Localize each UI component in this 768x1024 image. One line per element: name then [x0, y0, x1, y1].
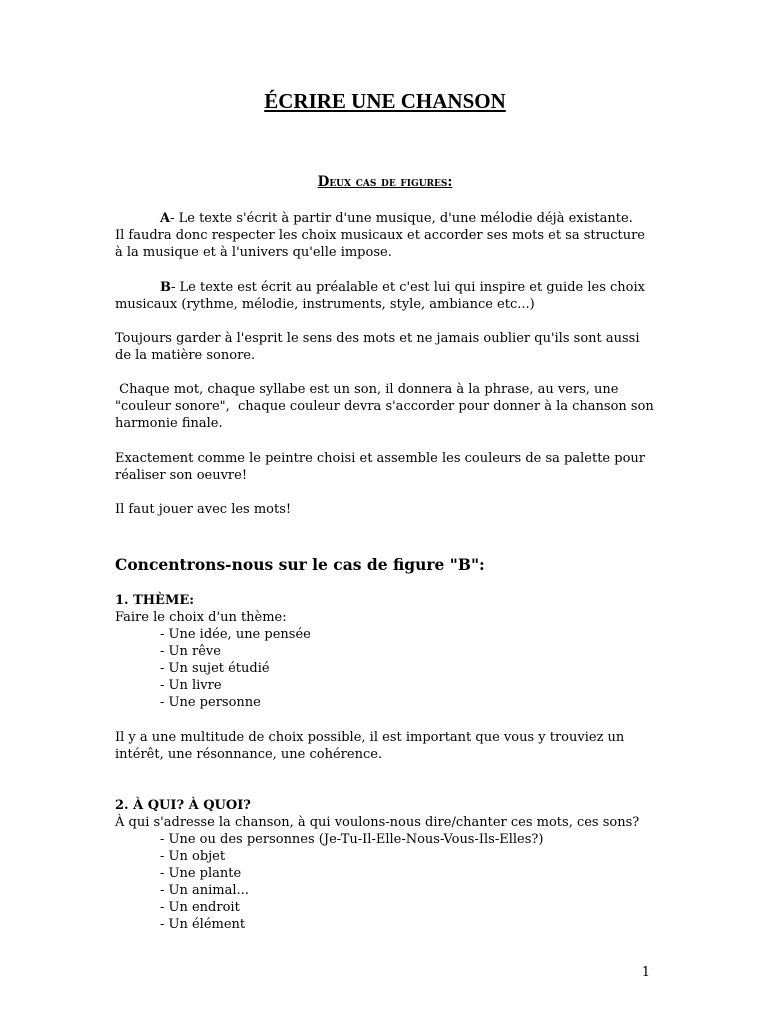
list-item: - Une ou des personnes (Je-Tu-Il-Elle-Nous-Vous-Ils-Elles?) [160, 831, 655, 848]
list-item: - Un élément [160, 916, 655, 933]
case-a-line1: - Le texte s'écrit à partir d'une musique, d'une mélodie déjà existante. [170, 211, 633, 226]
list-item: - Une plante [160, 865, 655, 882]
case-a-label: A [160, 211, 171, 226]
paragraph-2-text: Chaque mot, chaque syllabe est un son, il donnera à la phrase, au vers, une "couleur sonore", chaque couleur devra s'accorder pour donner à la chanson son harmonie finale. [115, 382, 658, 431]
paragraph-2 [115, 381, 658, 432]
case-a-paragraph [115, 210, 655, 261]
page-number: 1 [641, 965, 650, 980]
list-item: - Un animal... [160, 882, 655, 899]
paragraph-3-text: Exactement comme le peintre choisi et assemble les couleurs de sa palette pour réaliser son oeuvre! [115, 451, 645, 483]
section-2-intro: À qui s'adresse la chanson, à qui voulons-nous dire/chanter ces mots, ces sons? [115, 815, 640, 830]
subtitle: Deux cas de figures: [317, 174, 453, 190]
section-2-list [115, 831, 655, 933]
case-b-paragraph [115, 279, 655, 313]
case-b-text: - Le texte est écrit au préalable et c'est lui qui inspire et guide les choix musicaux (rythme, mélodie, instruments, style, ambiance etc...) [115, 280, 645, 312]
paragraph-4-text: Il faut jouer avec les mots! [115, 502, 292, 517]
section-1-outro [115, 729, 655, 763]
paragraph-3 [115, 450, 655, 484]
section-1-list [115, 626, 655, 711]
list-item: - Un endroit [160, 899, 655, 916]
list-item: - Une personne [160, 694, 655, 711]
section-2 [115, 797, 655, 933]
section-2-heading: 2. À QUI? À QUOI? [115, 798, 251, 813]
case-b-label: B [160, 280, 171, 295]
section-1-intro: Faire le choix d'un thème: [115, 610, 287, 625]
section-1 [115, 592, 655, 711]
paragraph-1-text: Toujours garder à l'esprit le sens des mots et ne jamais oublier qu'ils sont aussi de la matière sonore. [115, 331, 640, 363]
section-1-outro-text: Il y a une multitude de choix possible, il est important que vous y trouviez un intérêt, une résonnance, une cohérence. [115, 730, 625, 762]
paragraph-4 [115, 501, 655, 518]
list-item: - Une idée, une pensée [160, 626, 655, 643]
case-a-rest: Il faudra donc respecter les choix musicaux et accorder ses mots et sa structure à la musique et à l'univers qu'elle impose. [115, 228, 645, 260]
document-title: ÉCRIRE UNE CHANSON [264, 89, 506, 113]
list-item: - Un livre [160, 677, 655, 694]
list-item: - Un sujet étudié [160, 660, 655, 677]
section-1-heading: 1. THÈME: [115, 593, 195, 608]
list-item: - Un rêve [160, 643, 655, 660]
section-heading: Concentrons-nous sur le cas de figure "B": [115, 555, 485, 574]
list-item: - Un objet [160, 848, 655, 865]
paragraph-1 [115, 330, 655, 364]
